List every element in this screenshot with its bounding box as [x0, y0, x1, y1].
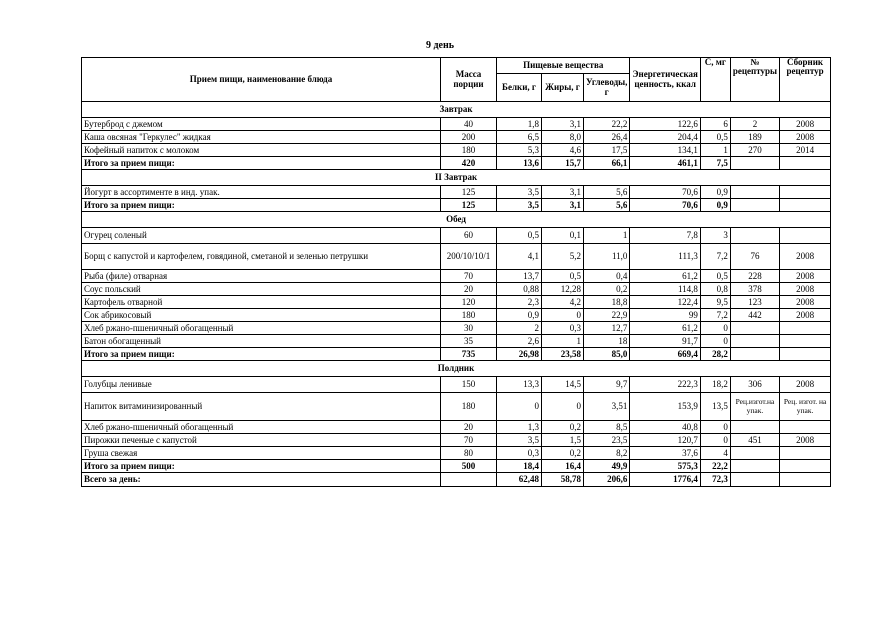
- subtotal-row: [82, 348, 831, 361]
- carbs-cell: 5,6: [584, 186, 630, 199]
- collection-cell: [780, 335, 831, 348]
- collection-cell: [780, 228, 831, 244]
- dish-name-cell: Сок абрикосовый: [82, 309, 441, 322]
- dish-name-cell: Огурец соленый: [82, 228, 441, 244]
- vitamin-c-cell: 0,9: [700, 186, 730, 199]
- mass-cell: 70: [441, 270, 497, 283]
- fat-cell: 0: [542, 393, 584, 421]
- carbs-cell: 22,9: [584, 309, 630, 322]
- energy-cell: 40,8: [630, 421, 700, 434]
- vitamin-c-cell: 0,5: [700, 131, 730, 144]
- table-row: [82, 228, 831, 244]
- mass-cell: 180: [441, 144, 497, 157]
- table-row: [82, 186, 831, 199]
- protein-cell: 1,3: [497, 421, 542, 434]
- mass-cell: 70: [441, 434, 497, 447]
- dish-name-cell: Груша свежая: [82, 447, 441, 460]
- table-row: [82, 421, 831, 434]
- mass-cell: [441, 473, 497, 487]
- table-row: [82, 283, 831, 296]
- fat-cell: 0,1: [542, 228, 584, 244]
- protein-cell: 0,9: [497, 309, 542, 322]
- protein-cell: 0: [497, 393, 542, 421]
- section-title: Завтрак: [82, 102, 831, 118]
- header-protein: Белки, г: [497, 74, 542, 102]
- mass-cell: 20: [441, 283, 497, 296]
- header-dish: Прием пищи, наименование блюда: [82, 58, 441, 102]
- header-mass: Масса порции: [441, 58, 497, 102]
- fat-cell: 4,2: [542, 296, 584, 309]
- section-title: Обед: [82, 212, 831, 228]
- dish-name-cell: Итого за прием пищи:: [82, 199, 441, 212]
- protein-cell: 6,5: [497, 131, 542, 144]
- protein-cell: 26,98: [497, 348, 542, 361]
- vitamin-c-cell: 1: [700, 144, 730, 157]
- recipe-no-cell: [730, 335, 779, 348]
- page-title: 9 день: [425, 40, 455, 51]
- carbs-cell: 12,7: [584, 322, 630, 335]
- mass-cell: 40: [441, 118, 497, 131]
- collection-cell: [780, 473, 831, 487]
- vitamin-c-cell: 4: [700, 447, 730, 460]
- energy-cell: 122,6: [630, 118, 700, 131]
- recipe-no-cell: [730, 228, 779, 244]
- carbs-cell: 0,4: [584, 270, 630, 283]
- collection-cell: 2008: [780, 270, 831, 283]
- dish-name-cell: Бутерброд с джемом: [82, 118, 441, 131]
- protein-cell: 5,3: [497, 144, 542, 157]
- energy-cell: 1776,4: [630, 473, 700, 487]
- subtotal-row: [82, 199, 831, 212]
- dish-name-cell: Батон обогащенный: [82, 335, 441, 348]
- fat-cell: 23,58: [542, 348, 584, 361]
- carbs-cell: 18,8: [584, 296, 630, 309]
- energy-cell: 222,3: [630, 377, 700, 393]
- vitamin-c-cell: 0: [700, 335, 730, 348]
- recipe-no-cell: 270: [730, 144, 779, 157]
- collection-cell: [780, 186, 831, 199]
- dish-name-cell: Голубцы ленивые: [82, 377, 441, 393]
- section-title: II Завтрак: [82, 170, 831, 186]
- dish-name-cell: Кофейный напиток с молоком: [82, 144, 441, 157]
- recipe-no-cell: 189: [730, 131, 779, 144]
- collection-cell: [780, 199, 831, 212]
- fat-cell: 5,2: [542, 244, 584, 270]
- table-row: [82, 434, 831, 447]
- recipe-no-cell: [730, 186, 779, 199]
- section-title: Полдник: [82, 361, 831, 377]
- fat-cell: 0,2: [542, 421, 584, 434]
- menu-table-body: [82, 102, 831, 487]
- mass-cell: 420: [441, 157, 497, 170]
- dish-name-cell: Картофель отварной: [82, 296, 441, 309]
- recipe-no-cell: [730, 157, 779, 170]
- mass-cell: 180: [441, 309, 497, 322]
- energy-cell: 111,3: [630, 244, 700, 270]
- header-fat: Жиры, г: [542, 74, 584, 102]
- energy-cell: 134,1: [630, 144, 700, 157]
- mass-cell: 60: [441, 228, 497, 244]
- protein-cell: 3,5: [497, 186, 542, 199]
- header-collection: Сборник рецептур: [780, 58, 831, 102]
- protein-cell: 1,8: [497, 118, 542, 131]
- day-total-row: [82, 473, 831, 487]
- collection-cell: [780, 421, 831, 434]
- mass-cell: 35: [441, 335, 497, 348]
- carbs-cell: 0,2: [584, 283, 630, 296]
- header-recipe-no: № рецептуры: [730, 58, 779, 102]
- recipe-no-cell: [730, 460, 779, 473]
- collection-cell: [780, 157, 831, 170]
- collection-cell: 2008: [780, 309, 831, 322]
- carbs-cell: 23,5: [584, 434, 630, 447]
- dish-name-cell: Каша овсяная "Геркулес" жидкая: [82, 131, 441, 144]
- table-row: [82, 270, 831, 283]
- table-row: [82, 296, 831, 309]
- dish-name-cell: Хлеб ржано-пшеничный обогащенный: [82, 421, 441, 434]
- energy-cell: 37,6: [630, 447, 700, 460]
- mass-cell: 180: [441, 393, 497, 421]
- recipe-no-cell: 2: [730, 118, 779, 131]
- vitamin-c-cell: 6: [700, 118, 730, 131]
- collection-cell: 2008: [780, 377, 831, 393]
- vitamin-c-cell: 18,2: [700, 377, 730, 393]
- dish-name-cell: Итого за прием пищи:: [82, 348, 441, 361]
- collection-cell: 2008: [780, 118, 831, 131]
- protein-cell: 18,4: [497, 460, 542, 473]
- collection-cell: 2008: [780, 434, 831, 447]
- mass-cell: 200/10/10/1: [441, 244, 497, 270]
- carbs-cell: 1: [584, 228, 630, 244]
- table-row: [82, 335, 831, 348]
- collection-cell: [780, 447, 831, 460]
- menu-table: [81, 57, 831, 487]
- mass-cell: 735: [441, 348, 497, 361]
- protein-cell: 0,5: [497, 228, 542, 244]
- recipe-no-cell: [730, 322, 779, 335]
- energy-cell: 669,4: [630, 348, 700, 361]
- vitamin-c-cell: 72,3: [700, 473, 730, 487]
- carbs-cell: 8,5: [584, 421, 630, 434]
- carbs-cell: 3,51: [584, 393, 630, 421]
- fat-cell: 1: [542, 335, 584, 348]
- vitamin-c-cell: 22,2: [700, 460, 730, 473]
- mass-cell: 500: [441, 460, 497, 473]
- table-row: [82, 309, 831, 322]
- fat-cell: 3,1: [542, 186, 584, 199]
- vitamin-c-cell: 28,2: [700, 348, 730, 361]
- fat-cell: 58,78: [542, 473, 584, 487]
- table-row: [82, 118, 831, 131]
- collection-cell: 2008: [780, 296, 831, 309]
- fat-cell: 0,2: [542, 447, 584, 460]
- section-header: [82, 170, 831, 186]
- vitamin-c-cell: 0: [700, 421, 730, 434]
- protein-cell: 0,88: [497, 283, 542, 296]
- fat-cell: 0: [542, 309, 584, 322]
- carbs-cell: 8,2: [584, 447, 630, 460]
- fat-cell: 0,3: [542, 322, 584, 335]
- protein-cell: 13,6: [497, 157, 542, 170]
- vitamin-c-cell: 7,2: [700, 244, 730, 270]
- recipe-no-cell: [730, 473, 779, 487]
- energy-cell: 70,6: [630, 199, 700, 212]
- dish-name-cell: Всего за день:: [82, 473, 441, 487]
- carbs-cell: 11,0: [584, 244, 630, 270]
- dish-name-cell: Рыба (филе) отварная: [82, 270, 441, 283]
- header-carbs: Углеводы, г: [584, 74, 630, 102]
- section-header: [82, 102, 831, 118]
- mass-cell: 30: [441, 322, 497, 335]
- header-energy: Энергетическая ценность, ккал: [630, 58, 700, 102]
- protein-cell: 62,48: [497, 473, 542, 487]
- fat-cell: 4,6: [542, 144, 584, 157]
- energy-cell: 575,3: [630, 460, 700, 473]
- table-row: [82, 144, 831, 157]
- recipe-no-cell: [730, 447, 779, 460]
- table-row: [82, 377, 831, 393]
- fat-cell: 8,0: [542, 131, 584, 144]
- vitamin-c-cell: 0,8: [700, 283, 730, 296]
- collection-cell: [780, 348, 831, 361]
- recipe-no-cell: 442: [730, 309, 779, 322]
- protein-cell: 3,5: [497, 199, 542, 212]
- energy-cell: 99: [630, 309, 700, 322]
- fat-cell: 14,5: [542, 377, 584, 393]
- energy-cell: 61,2: [630, 322, 700, 335]
- fat-cell: 3,1: [542, 118, 584, 131]
- protein-cell: 2,3: [497, 296, 542, 309]
- fat-cell: 0,5: [542, 270, 584, 283]
- energy-cell: 120,7: [630, 434, 700, 447]
- header-vitc: С, мг: [700, 58, 730, 102]
- vitamin-c-cell: 0: [700, 322, 730, 335]
- energy-cell: 114,8: [630, 283, 700, 296]
- vitamin-c-cell: 9,5: [700, 296, 730, 309]
- recipe-no-cell: 306: [730, 377, 779, 393]
- fat-cell: 3,1: [542, 199, 584, 212]
- energy-cell: 122,4: [630, 296, 700, 309]
- recipe-no-cell: [730, 348, 779, 361]
- recipe-no-cell: 76: [730, 244, 779, 270]
- dish-name-cell: Итого за прием пищи:: [82, 460, 441, 473]
- mass-cell: 80: [441, 447, 497, 460]
- vitamin-c-cell: 7,2: [700, 309, 730, 322]
- energy-cell: 204,4: [630, 131, 700, 144]
- energy-cell: 61,2: [630, 270, 700, 283]
- carbs-cell: 22,2: [584, 118, 630, 131]
- mass-cell: 200: [441, 131, 497, 144]
- subtotal-row: [82, 460, 831, 473]
- carbs-cell: 17,5: [584, 144, 630, 157]
- recipe-no-cell: 378: [730, 283, 779, 296]
- protein-cell: 4,1: [497, 244, 542, 270]
- vitamin-c-cell: 0: [700, 434, 730, 447]
- energy-cell: 7,8: [630, 228, 700, 244]
- carbs-cell: 18: [584, 335, 630, 348]
- mass-cell: 150: [441, 377, 497, 393]
- collection-cell: 2008: [780, 244, 831, 270]
- fat-cell: 1,5: [542, 434, 584, 447]
- mass-cell: 20: [441, 421, 497, 434]
- fat-cell: 12,28: [542, 283, 584, 296]
- dish-name-cell: Напиток витаминизированный: [82, 393, 441, 421]
- fat-cell: 16,4: [542, 460, 584, 473]
- collection-cell: [780, 460, 831, 473]
- carbs-cell: 26,4: [584, 131, 630, 144]
- table-row: [82, 244, 831, 270]
- carbs-cell: 206,6: [584, 473, 630, 487]
- carbs-cell: 49,9: [584, 460, 630, 473]
- table-row: [82, 447, 831, 460]
- energy-cell: 91,7: [630, 335, 700, 348]
- vitamin-c-cell: 7,5: [700, 157, 730, 170]
- dish-name-cell: Итого за прием пищи:: [82, 157, 441, 170]
- recipe-no-cell: 228: [730, 270, 779, 283]
- protein-cell: 2: [497, 322, 542, 335]
- protein-cell: 2,6: [497, 335, 542, 348]
- dish-name-cell: Пирожки печеные с капустой: [82, 434, 441, 447]
- energy-cell: 70,6: [630, 186, 700, 199]
- recipe-no-cell: [730, 421, 779, 434]
- energy-cell: 153,9: [630, 393, 700, 421]
- carbs-cell: 5,6: [584, 199, 630, 212]
- carbs-cell: 9,7: [584, 377, 630, 393]
- fat-cell: 15,7: [542, 157, 584, 170]
- section-header: [82, 361, 831, 377]
- protein-cell: 3,5: [497, 434, 542, 447]
- header-nutrients: Пищевые вещества: [497, 58, 630, 74]
- dish-name-cell: Борщ с капустой и картофелем, говядиной, сметаной и зеленью петрушки: [82, 244, 441, 270]
- recipe-no-cell: [730, 199, 779, 212]
- recipe-no-cell: 451: [730, 434, 779, 447]
- mass-cell: 125: [441, 186, 497, 199]
- collection-cell: 2014: [780, 144, 831, 157]
- mass-cell: 125: [441, 199, 497, 212]
- collection-cell: 2008: [780, 131, 831, 144]
- mass-cell: 120: [441, 296, 497, 309]
- protein-cell: 13,3: [497, 377, 542, 393]
- dish-name-cell: Соус польский: [82, 283, 441, 296]
- vitamin-c-cell: 0,5: [700, 270, 730, 283]
- vitamin-c-cell: 13,5: [700, 393, 730, 421]
- carbs-cell: 66,1: [584, 157, 630, 170]
- vitamin-c-cell: 0,9: [700, 199, 730, 212]
- dish-name-cell: Хлеб ржано-пшеничный обогащенный: [82, 322, 441, 335]
- section-header: [82, 212, 831, 228]
- dish-name-cell: Йогурт в ассортименте в инд. упак.: [82, 186, 441, 199]
- vitamin-c-cell: 3: [700, 228, 730, 244]
- table-row: [82, 131, 831, 144]
- recipe-no-cell: 123: [730, 296, 779, 309]
- collection-cell: Рец. изгот. на упак.: [780, 393, 831, 421]
- collection-cell: [780, 322, 831, 335]
- carbs-cell: 85,0: [584, 348, 630, 361]
- table-row: [82, 322, 831, 335]
- collection-cell: 2008: [780, 283, 831, 296]
- recipe-no-cell: Рец.изгот.на упак.: [730, 393, 779, 421]
- table-row: [82, 393, 831, 421]
- energy-cell: 461,1: [630, 157, 700, 170]
- protein-cell: 0,3: [497, 447, 542, 460]
- subtotal-row: [82, 157, 831, 170]
- protein-cell: 13,7: [497, 270, 542, 283]
